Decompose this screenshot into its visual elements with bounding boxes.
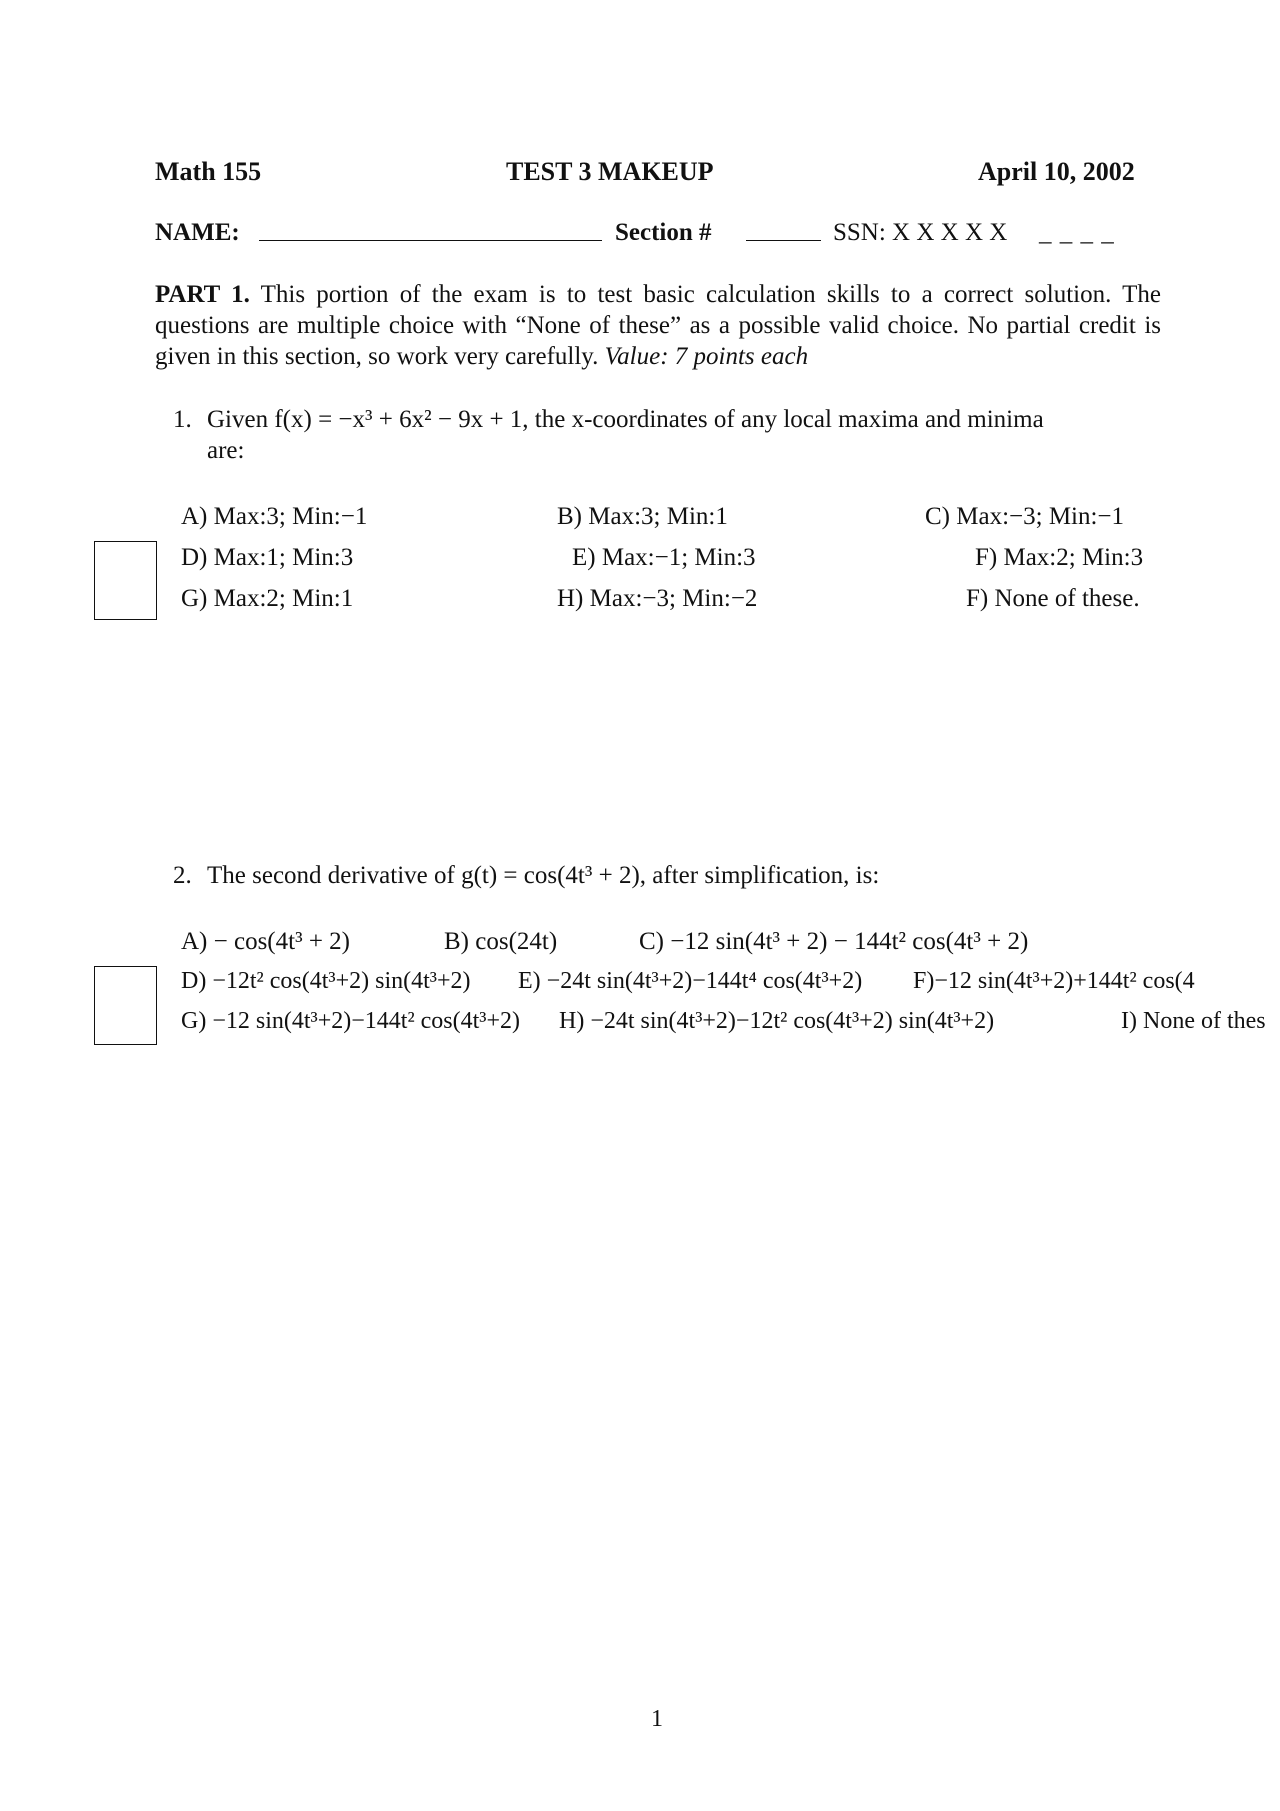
q2-option-b[interactable]: B) cos(24t) (444, 928, 558, 955)
question-1-number: 1. (173, 406, 192, 433)
q1-option-b[interactable]: B) Max:3; Min:1 (557, 503, 728, 530)
section-label: Section # (615, 219, 712, 246)
q2-option-f[interactable]: F)−12 sin(4t³+2)+144t² cos(4 (913, 968, 1195, 994)
q2-option-h[interactable]: H) −24t sin(4t³+2)−12t² cos(4t³+2) sin(4t³+2) (559, 1008, 995, 1034)
q2-option-a[interactable]: A) − cos(4t³ + 2) (181, 928, 350, 955)
name-label: NAME: (155, 219, 240, 246)
course-name: Math 155 (155, 157, 262, 186)
q2-option-none[interactable]: I) None of thes (1121, 1008, 1266, 1034)
question-1-text-cont: are: (207, 437, 245, 464)
test-date: April 10, 2002 (978, 157, 1135, 186)
question-1-text: Given f(x) = −x³ + 6x² − 9x + 1, the x-coordinates of any local maxima and minima (207, 406, 1044, 433)
part1-text: This portion of the exam is to test basic calculation skills to a correct solution. The questions are multiple choice with “None of these” as a possible valid choice. No partial credit is given in this section, so work very carefully. (155, 281, 1161, 370)
q1-option-g[interactable]: G) Max:2; Min:1 (181, 585, 354, 612)
q2-option-g[interactable]: G) −12 sin(4t³+2)−144t² cos(4t³+2) (181, 1008, 521, 1034)
q1-option-a[interactable]: A) Max:3; Min:−1 (181, 503, 368, 530)
question-2-number: 2. (173, 862, 192, 889)
q1-option-none[interactable]: F) None of these. (966, 585, 1140, 612)
q1-option-e[interactable]: E) Max:−1; Min:3 (572, 544, 756, 571)
page-number: 1 (651, 1706, 663, 1732)
q1-option-c[interactable]: C) Max:−3; Min:−1 (925, 503, 1125, 530)
q1-option-f[interactable]: F) Max:2; Min:3 (975, 544, 1144, 571)
question-2-text: The second derivative of g(t) = cos(4t³ + 2), after simplification, is: (207, 862, 880, 889)
part1-value: Value: 7 points each (604, 343, 809, 370)
part1-label: PART 1. (155, 281, 250, 308)
test-title: TEST 3 MAKEUP (506, 157, 714, 186)
q1-option-h[interactable]: H) Max:−3; Min:−2 (557, 585, 758, 612)
q1-option-d[interactable]: D) Max:1; Min:3 (181, 544, 354, 571)
q2-option-c[interactable]: C) −12 sin(4t³ + 2) − 144t² cos(4t³ + 2) (639, 928, 1029, 955)
q2-option-e[interactable]: E) −24t sin(4t³+2)−144t⁴ cos(4t³+2) (518, 968, 863, 994)
ssn-label: SSN: X X X X X (833, 219, 1008, 246)
ssn-blanks[interactable]: _ _ _ _ (1039, 219, 1115, 246)
q2-option-d[interactable]: D) −12t² cos(4t³+2) sin(4t³+2) (181, 968, 471, 994)
